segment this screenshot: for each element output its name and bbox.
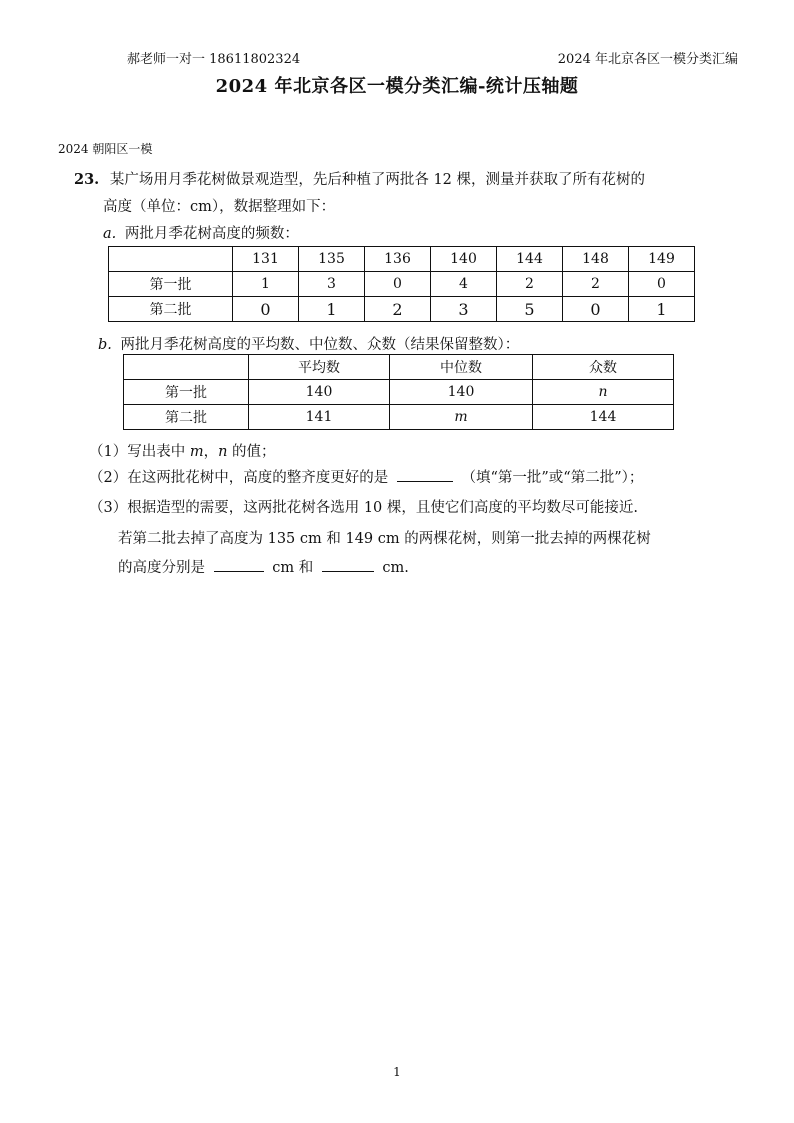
table-cell: 众数 bbox=[533, 355, 674, 380]
table-row bbox=[109, 272, 695, 297]
question-text-1: 某广场用月季花树做景观造型，先后种植了两批各 12 棵，测量并获取了所有花树的 bbox=[109, 172, 646, 188]
table-cell: 第一批 bbox=[124, 380, 249, 405]
table-cell: 148 bbox=[563, 247, 629, 272]
part-3-line-1: （3）根据造型的需要，这两批花树各选用 10 棵，且使它们高度的平均数尽可能接近. bbox=[89, 500, 639, 516]
part-3-line-2: 若第二批去掉了高度为 135 cm 和 149 cm 的两棵花树，则第一批去掉的两棵花树 bbox=[118, 531, 651, 547]
answer-blank-3a[interactable] bbox=[214, 557, 264, 572]
table-cell: 平均数 bbox=[249, 355, 390, 380]
part-1-suffix: 的值； bbox=[232, 444, 276, 460]
table-cell: 131 bbox=[233, 247, 299, 272]
table-cell: 3 bbox=[431, 297, 497, 322]
table-cell: 140 bbox=[431, 247, 497, 272]
page-number: 1 bbox=[393, 1065, 401, 1079]
table-cell: 第二批 bbox=[124, 405, 249, 430]
table-cell: m bbox=[390, 405, 533, 430]
table-cell bbox=[109, 247, 233, 272]
table-cell: 149 bbox=[629, 247, 695, 272]
table-cell: 第一批 bbox=[109, 272, 233, 297]
table-row bbox=[109, 297, 695, 322]
table-row bbox=[124, 405, 674, 430]
table-cell: 1 bbox=[629, 297, 695, 322]
table-cell: 140 bbox=[390, 380, 533, 405]
part-2-suffix: （填“第一批”或“第二批”）； bbox=[461, 470, 644, 486]
answer-blank-3b[interactable] bbox=[322, 557, 374, 572]
part-3-line-3 bbox=[118, 556, 409, 577]
part-3-mid: cm 和 bbox=[272, 560, 314, 576]
part-b-label: b. bbox=[98, 337, 112, 353]
part-a-text: 两批月季花树高度的频数： bbox=[124, 226, 299, 242]
table-cell: 0 bbox=[365, 272, 431, 297]
part-a-label: a. bbox=[103, 226, 117, 242]
table-cell: 135 bbox=[299, 247, 365, 272]
answer-blank-2[interactable] bbox=[397, 467, 453, 482]
part-1-prefix: （1）写出表中 bbox=[89, 444, 186, 460]
part-b-text: 两批月季花树高度的平均数、中位数、众数（结果保留整数）： bbox=[120, 337, 520, 353]
part-2 bbox=[89, 466, 643, 487]
part-3-suffix: cm. bbox=[382, 560, 409, 576]
header-right: 2024 年北京各区一模分类汇编 bbox=[557, 52, 738, 67]
page-title: 2024 年北京各区一模分类汇编-统计压轴题 bbox=[215, 76, 579, 97]
table-cell: 144 bbox=[497, 247, 563, 272]
table-cell: 0 bbox=[563, 297, 629, 322]
table-cell: 2 bbox=[563, 272, 629, 297]
part-1-n: n bbox=[218, 444, 228, 460]
part-1-m: m bbox=[189, 444, 204, 460]
question-line-2: 高度（单位：cm），数据整理如下： bbox=[103, 199, 336, 215]
part-3-prefix: 的高度分别是 bbox=[118, 560, 205, 576]
table-cell: n bbox=[533, 380, 674, 405]
part-a-heading bbox=[103, 222, 299, 243]
statistics-table bbox=[123, 354, 674, 430]
table-cell: 136 bbox=[365, 247, 431, 272]
table-cell: 1 bbox=[233, 272, 299, 297]
section-label: 2024 朝阳区一模 bbox=[58, 142, 153, 156]
table-row bbox=[124, 380, 674, 405]
header-left: 郝老师一对一 18611802324 bbox=[127, 52, 301, 67]
table-cell: 0 bbox=[629, 272, 695, 297]
part-1-sep: ， bbox=[203, 444, 219, 460]
frequency-table bbox=[108, 246, 695, 322]
table-cell: 中位数 bbox=[390, 355, 533, 380]
part-2-prefix: （2）在这两批花树中，高度的整齐度更好的是 bbox=[89, 470, 389, 486]
table-cell: 1 bbox=[299, 297, 365, 322]
table-cell: 2 bbox=[365, 297, 431, 322]
table-cell: 第二批 bbox=[109, 297, 233, 322]
part-1 bbox=[89, 440, 276, 461]
table-cell: 2 bbox=[497, 272, 563, 297]
table-cell: 144 bbox=[533, 405, 674, 430]
question-number: 23. bbox=[74, 171, 100, 188]
table-cell bbox=[124, 355, 249, 380]
table-cell: 141 bbox=[249, 405, 390, 430]
table-row bbox=[109, 247, 695, 272]
table-cell: 3 bbox=[299, 272, 365, 297]
table-cell: 4 bbox=[431, 272, 497, 297]
part-b-heading bbox=[98, 333, 519, 354]
table-row bbox=[124, 355, 674, 380]
table-cell: 0 bbox=[233, 297, 299, 322]
table-cell: 140 bbox=[249, 380, 390, 405]
table-cell: 5 bbox=[497, 297, 563, 322]
question-line-1 bbox=[74, 168, 645, 189]
